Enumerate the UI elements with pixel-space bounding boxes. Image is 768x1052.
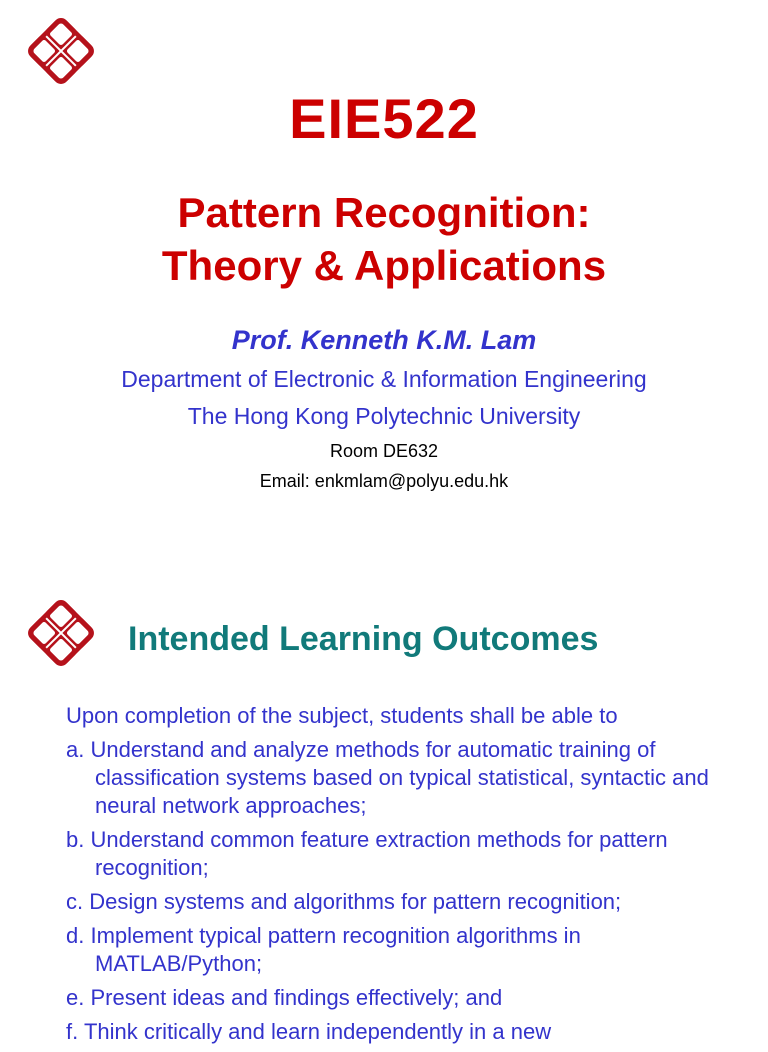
course-title bbox=[0, 186, 768, 292]
outcome-item: a. Understand and analyze methods for automatic training of classification systems based on typical statistical, syntactic and neural network approaches; bbox=[66, 737, 709, 818]
outcome-item: f. Think critically and learn independently in a new bbox=[66, 1019, 552, 1044]
slide-heading: Intended Learning Outcomes bbox=[128, 620, 599, 658]
department-name: Department of Electronic & Information Engineering bbox=[121, 366, 647, 392]
email-address: Email: enkmlam@polyu.edu.hk bbox=[259, 471, 509, 491]
outcomes-intro: Upon completion of the subject, students shall be able to bbox=[66, 703, 618, 728]
course-code: EIE522 bbox=[289, 87, 479, 150]
room-number: Room DE632 bbox=[329, 441, 439, 461]
outcomes-body bbox=[66, 702, 746, 1052]
outcome-item: d. Implement typical pattern recognition algorithms in MATLAB/Python; bbox=[66, 923, 581, 976]
polyu-logo-icon bbox=[26, 16, 96, 86]
outcome-item: b. Understand common feature extraction methods for pattern recognition; bbox=[66, 827, 668, 880]
outcome-item: c. Design systems and algorithms for pattern recognition; bbox=[66, 889, 622, 914]
university-name: The Hong Kong Polytechnic University bbox=[187, 403, 581, 429]
outcome-item: e. Present ideas and findings effectively; and bbox=[66, 985, 503, 1010]
course-title-line1: Pattern Recognition: bbox=[177, 189, 591, 236]
outcomes-slide bbox=[0, 576, 768, 1044]
polyu-logo-icon bbox=[26, 598, 96, 668]
professor-name: Prof. Kenneth K.M. Lam bbox=[231, 325, 537, 355]
course-title-line2: Theory & Applications bbox=[161, 242, 607, 289]
